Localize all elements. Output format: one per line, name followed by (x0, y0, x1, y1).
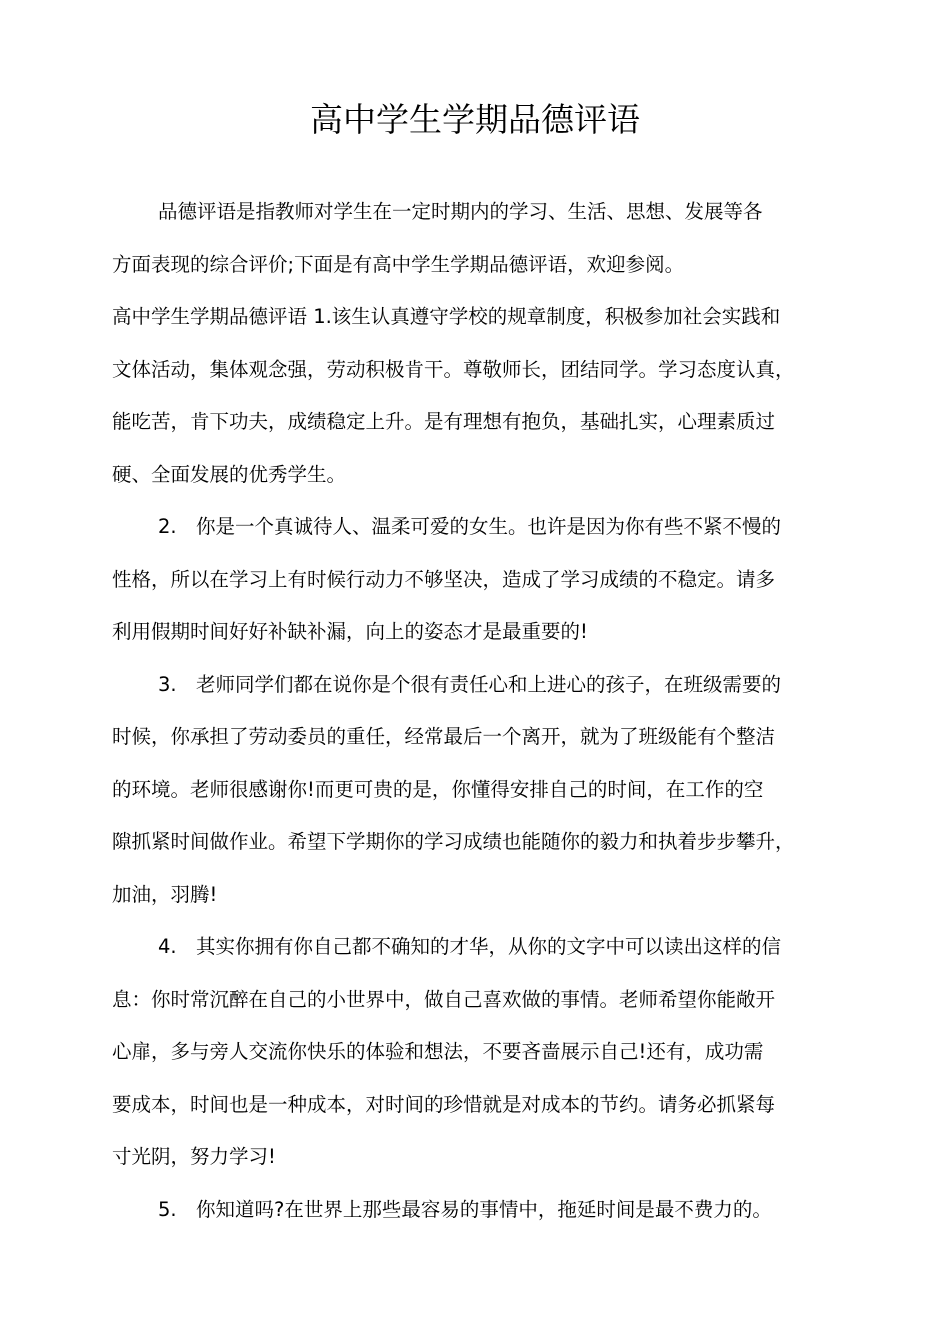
item3-line-4: 隙抓紧时间做作业。希望下学期你的学习成绩也能随你的毅力和执着步步攀升， (112, 830, 795, 853)
item4-line-5: 寸光阴，努力学习! (112, 1145, 276, 1168)
item1-line-2: 文体活动，集体观念强，劳动积极肯干。尊敬师长，团结同学。学习态度认真， (112, 357, 795, 381)
item5-number: 5. (158, 1197, 177, 1221)
item2-line-1 (112, 501, 857, 554)
item4-line-2: 息：你时常沉醉在自己的小世界中，做自己喜欢做的事情。老师希望你能敞开 (112, 987, 776, 1011)
intro-line-1: 品德评语是指教师对学生在一定时期内的学习、生活、思想、发展等各 (158, 200, 763, 223)
item2-line-2: 性格，所以在学习上有时候行动力不够坚决，造成了学习成绩的不稳定。请多 (112, 567, 776, 591)
item3-text-1: 老师同学们都在说你是个很有责任心和上进心的孩子，在班级需要的 (196, 672, 782, 696)
intro-line-2: 方面表现的综合评价;下面是有高中学生学期品德评语，欢迎参阅。 (112, 252, 685, 276)
item3-line-5: 加油，羽腾! (112, 882, 218, 906)
item4-line-4: 要成本，时间也是一种成本，对时间的珍惜就是对成本的节约。请务必抓紧每 (112, 1092, 776, 1116)
item4-line-1 (112, 921, 857, 974)
item3-line-2: 时候，你承担了劳动委员的重任，经常最后一个离开，就为了班级能有个整洁 (112, 725, 776, 748)
item1-line-1: 高中学生学期品德评语 1.该生认真遵守学校的规章制度，积极参加社会实践和 (112, 305, 781, 328)
item1-line-3: 能吃苦，肯下功夫，成绩稳定上升。是有理想有抱负，基础扎实，心理素质过 (112, 410, 776, 433)
item4-text-1: 其实你拥有你自己都不确知的才华，从你的文字中可以读出这样的信 (196, 935, 782, 958)
item1-line-4: 硬、全面发展的优秀学生。 (112, 462, 347, 486)
item5-text-1: 你知道吗?在世界上那些最容易的事情中，拖延时间是最不费力的。 (196, 1197, 772, 1221)
document-title: 高中学生学期品德评语 (310, 100, 640, 139)
item2-number: 2. (158, 515, 177, 538)
item3-line-1 (112, 659, 857, 712)
item2-line-3: 利用假期时间好好补缺补漏，向上的姿态才是最重要的! (112, 620, 588, 643)
item3-line-3: 的环境。老师很感谢你!而更可贵的是，你懂得安排自己的时间，在工作的空 (112, 777, 764, 801)
item4-line-3: 心扉，多与旁人交流你快乐的体验和想法，不要吝啬展示自己!还有，成功需 (112, 1040, 764, 1063)
item3-number: 3. (158, 672, 177, 696)
item4-number: 4. (158, 935, 177, 958)
item5-line-1 (112, 1184, 857, 1237)
document-body (112, 186, 857, 1236)
item2-text-1: 你是一个真诚待人、温柔可爱的女生。也许是因为你有些不紧不慢的 (196, 515, 782, 538)
